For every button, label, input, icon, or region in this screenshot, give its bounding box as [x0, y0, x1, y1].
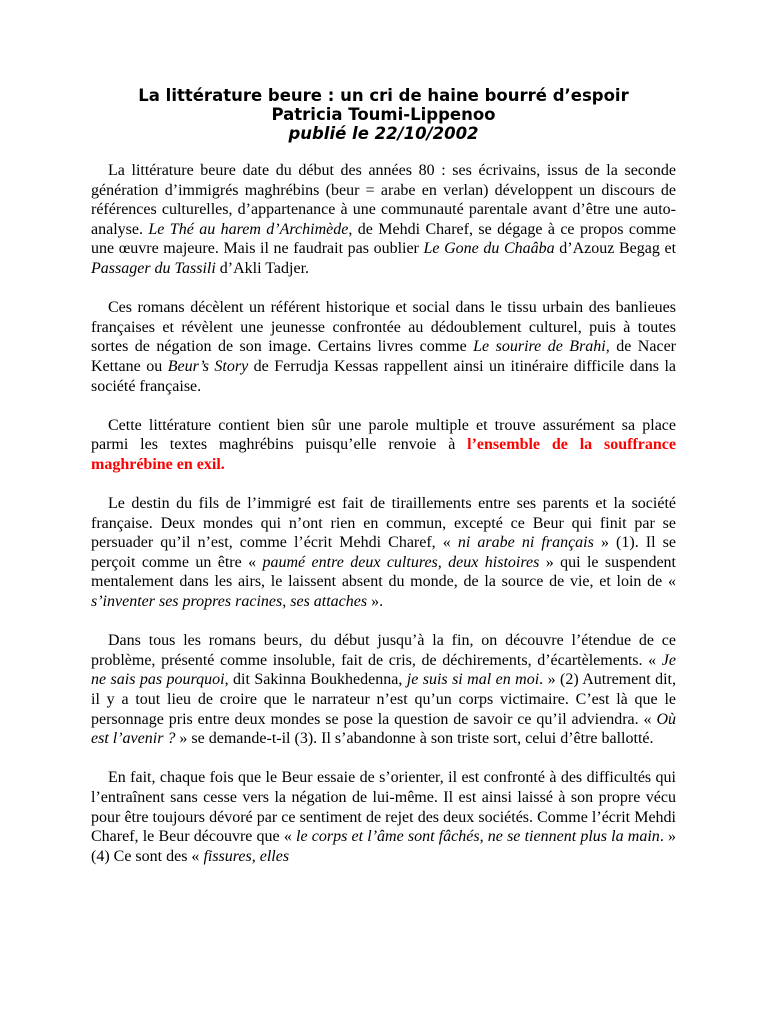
quotation: s’inventer ses propres racines: [91, 593, 283, 611]
text-run: Cette littérature contient bien sûr une parole multiple et trouve assurément sa place parmi les textes maghrébins puisqu’elle renvoie à: [91, 416, 676, 454]
paragraph-4: [91, 494, 676, 612]
text-run: ».: [367, 593, 384, 611]
article-body: [91, 161, 676, 866]
text-run: de Ferrudja Kessas rappellent ainsi un itinéraire difficile dans la société française.: [91, 357, 676, 395]
book-title: Le Thé au harem d’Archimède: [148, 220, 349, 238]
quotation: ses attaches: [290, 593, 368, 611]
paragraph-5: [91, 631, 676, 749]
text-run: Ces romans décèlent un référent historique et social dans le tissu urbain des banlieues françaises et révèlent une jeunesse confrontée au dédoublement culturel, puis à toutes sortes de négation de son image. Certains livres comme: [91, 299, 676, 356]
quotation: paumé entre deux cultures, deux histoires: [262, 553, 540, 571]
text-run: . » (2) Autrement dit, il y a tout lieu de croire que le narrateur n’est qu’un corps victimaire. C’est là que le personnage pris entre deux mondes se pose la question de savoir ce qu’il adviendra. «: [91, 671, 676, 728]
document-page: [91, 0, 676, 866]
quotation: Je ne sais pas pourquoi: [91, 651, 676, 689]
publication-date: publié le 22/10/2002: [288, 124, 479, 143]
quotation: ni arabe ni français: [457, 534, 594, 552]
quotation: Où est l’avenir ?: [91, 710, 676, 748]
text-run: En fait, chaque fois que le Beur essaie de s’orienter, il est confronté à des difficultés qui l’entraînent sans cesse vers la négation de lui-même. Il est ainsi laissé à son propre vécu pour être toujours dévoré par ce sentiment de rejet des deux sociétés. Comme l’écrit Mehdi Charef, le Beur découvre que «: [91, 769, 676, 846]
paragraph-2: [91, 298, 676, 396]
article-header: [91, 86, 676, 143]
text-run: » qui le suspendent mentalement dans les airs, le laissent absent du monde, de la source de vie, et loin de «: [91, 553, 676, 591]
quotation: le corps et l’âme sont fâchés, ne se tiennent plus la main: [296, 828, 660, 846]
book-title: Beur’s Story: [167, 357, 249, 375]
quotation: je suis si mal en moi: [406, 671, 540, 689]
text-run: ,: [282, 593, 291, 611]
article-author: Patricia Toumi-Lippenoo: [271, 105, 496, 124]
text-run: , de Mehdi Charef, se dégage à ce propos comme une œuvre majeure. Mais il ne faudrait pas oublier: [91, 220, 676, 258]
text-run: , dit Sakinna Boukhedenna,: [224, 671, 407, 689]
text-run: d’Azouz Begag et: [554, 240, 677, 258]
paragraph-6: [91, 768, 676, 866]
text-run: d’Akli Tadjer.: [215, 259, 310, 277]
article-title: La littérature beure : un cri de haine bourré d’espoir: [138, 86, 629, 105]
text-run: » se demande-t-il (3). Il s’abandonne à son triste sort, celui d’être ballotté.: [175, 730, 654, 748]
paragraph-1: [91, 161, 676, 279]
book-title: Passager du Tassili: [91, 259, 216, 277]
text-run: La littérature beure date du début des années 80 : ses écrivains, issus de la seconde génération d’immigrés maghrébins (beur = arabe en verlan) développent un discours de références culturelles, d’appartenance à une communauté parentale avant d’être une auto-analyse.: [91, 162, 676, 238]
highlighted-phrase: l’ensemble de la souffrance maghrébine en exil.: [91, 436, 676, 473]
text-run: » (1). Il se perçoit comme un être «: [91, 534, 677, 571]
book-title: Le Gone du Chaâba: [423, 240, 555, 258]
text-run: . » (4) Ce sont des «: [91, 828, 676, 865]
text-run: Le destin du fils de l’immigré est fait de tiraillements entre ses parents et la société française. Deux mondes qui n’ont rien en commun, excepté ce Beur qui finit par se persuader qu’il n’est, comme l’écrit Mehdi Charef, «: [91, 495, 676, 552]
paragraph-3: [91, 416, 676, 475]
text-run: Dans tous les romans beurs, du début jusqu’à la fin, on découvre l’étendue de ce problème, présenté comme insoluble, fait de cris, de déchirements, d’écartèlements. «: [91, 632, 676, 669]
book-title: Le sourire de Brahi,: [473, 338, 610, 356]
quotation: fissures, elles: [203, 847, 290, 865]
text-run: de Nacer Kettane ou: [91, 338, 676, 375]
